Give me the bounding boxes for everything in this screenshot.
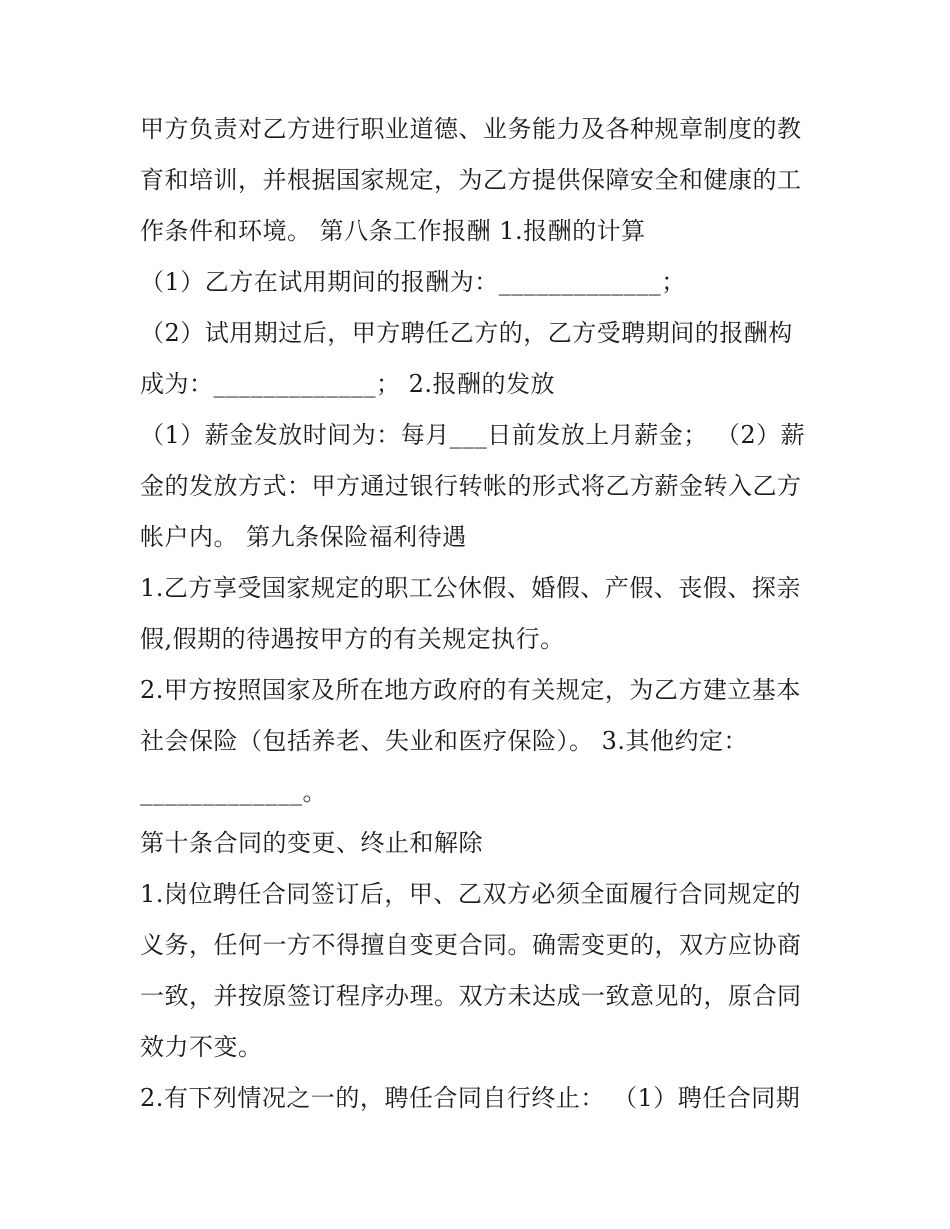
text-line: 2.有下列情况之一的，聘任合同自行终止： （1）聘任合同期 — [140, 1084, 801, 1112]
text-line: 作条件和环境。 第八条工作报酬 1.报酬的计算 — [140, 217, 646, 245]
text-line: _____________。 — [140, 778, 327, 806]
text-line: 成为：_____________； 2.报酬的发放 — [140, 370, 556, 398]
text-line: 社会保险（包括养老、失业和医疗保险）。 3.其他约定： — [140, 727, 749, 755]
text-line: 义务，任何一方不得擅自变更合同。确需变更的，双方应协商 — [140, 931, 802, 959]
text-line: 育和培训，并根据国家规定，为乙方提供保障安全和健康的工 — [140, 166, 802, 194]
text-line: 一致，并按原签订程序办理。双方未达成一致意见的，原合同 — [140, 982, 802, 1010]
text-line: 甲方负责对乙方进行职业道德、业务能力及各种规章制度的教 — [140, 115, 802, 143]
text-line: 金的发放方式：甲方通过银行转帐的形式将乙方薪金转入乙方 — [140, 472, 802, 500]
text-line: 2.甲方按照国家及所在地方政府的有关规定，为乙方建立基本 — [140, 676, 801, 704]
text-line: 假,假期的待遇按甲方的有关规定执行。 — [140, 625, 565, 653]
text-line: 帐户内。 第九条保险福利待遇 — [140, 523, 467, 551]
text-line: 效力不变。 — [140, 1033, 263, 1061]
text-line: （2）试用期过后，甲方聘任乙方的，乙方受聘期间的报酬构 — [140, 319, 793, 347]
text-line: 1.乙方享受国家规定的职工公休假、婚假、产假、丧假、探亲 — [140, 574, 801, 602]
section-heading: 第十条合同的变更、终止和解除 — [140, 829, 483, 857]
text-line: 1.岗位聘任合同签订后，甲、乙双方必须全面履行合同规定的 — [140, 880, 801, 908]
text-line: （1）薪金发放时间为：每月___日前发放上月薪金； （2）薪 — [140, 421, 806, 449]
contract-text — [140, 104, 820, 1124]
text-line: （1）乙方在试用期间的报酬为：_____________； — [140, 268, 686, 296]
